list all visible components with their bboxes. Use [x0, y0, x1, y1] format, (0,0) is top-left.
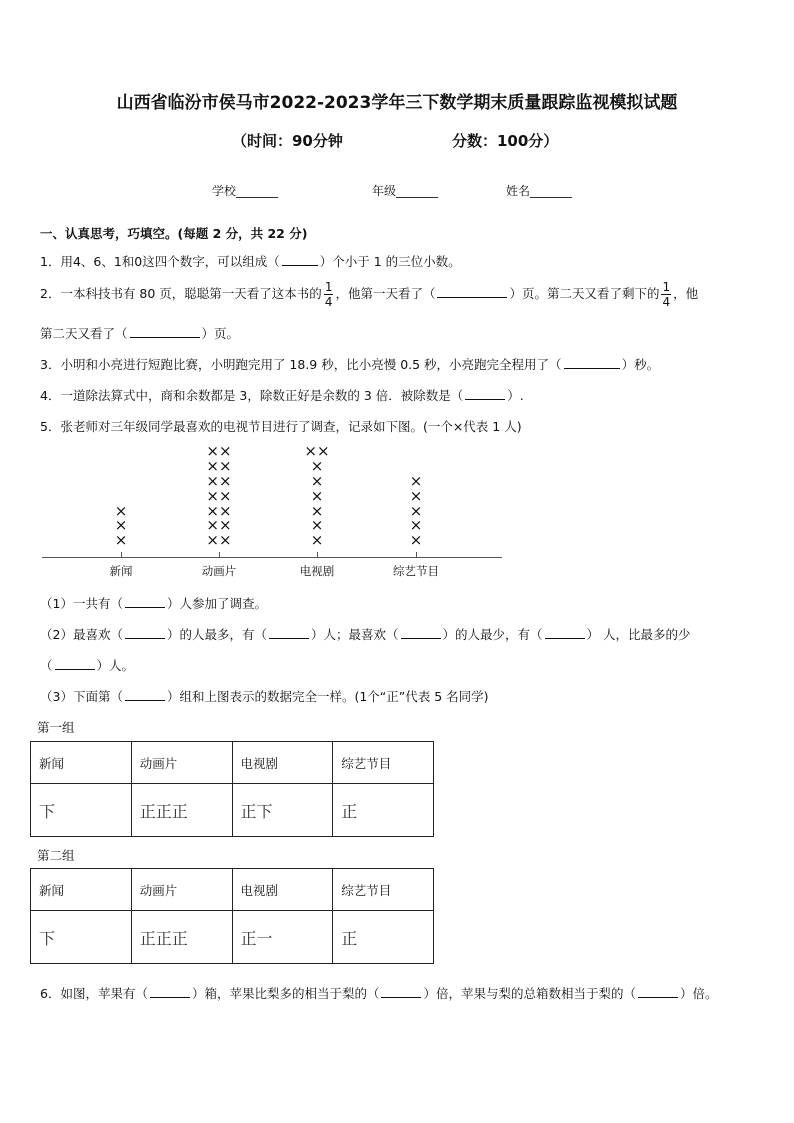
- tally-mark: ×: [310, 531, 324, 550]
- tally-mark: ×: [409, 486, 423, 505]
- table-header: 电视剧: [232, 742, 333, 784]
- tally-mark: ×: [310, 457, 324, 476]
- category-label: 电视剧: [299, 564, 335, 578]
- school-field[interactable]: 学校_______: [212, 184, 279, 198]
- answer-blank[interactable]: [381, 986, 421, 998]
- tally-mark: ×: [310, 472, 324, 490]
- tally-mark: ××: [206, 531, 232, 550]
- answer-blank[interactable]: [401, 627, 441, 639]
- group-1-label: 第一组: [37, 720, 75, 735]
- answer-blank[interactable]: [282, 254, 318, 266]
- question-6: 6．如图，苹果有（ ）箱，苹果比梨多的相当于梨的（ ）倍，苹果与梨的总箱数相当于梨的（ ）倍。: [40, 986, 718, 1001]
- table-header: 新闻: [31, 869, 132, 911]
- name-field[interactable]: 姓名_______: [506, 184, 573, 198]
- table-header: 综艺节目: [333, 869, 434, 911]
- category-label: 综艺节目: [393, 564, 439, 578]
- tally-mark: ××: [206, 442, 232, 461]
- tally-mark: ×: [409, 516, 423, 535]
- tally-mark: ×: [310, 501, 324, 520]
- answer-blank[interactable]: [130, 326, 200, 338]
- table-header: 新闻: [31, 742, 132, 784]
- fraction-one-quarter: $\frac{1}{4}$: [324, 280, 333, 309]
- tally-mark: ××: [206, 501, 232, 520]
- answer-blank[interactable]: [269, 627, 309, 639]
- tally-mark: ××: [206, 457, 232, 476]
- total-score: 分数：100分）: [452, 132, 559, 150]
- question-2-cont: 第二天又看了（ ）页。: [40, 326, 240, 341]
- answer-blank[interactable]: [125, 689, 165, 701]
- question-5-1: （1）一共有（ ）人参加了调查。: [40, 596, 267, 611]
- tally-mark: ××: [206, 486, 232, 505]
- tally-mark: ×: [310, 486, 324, 505]
- fraction-one-quarter: $\frac{1}{4}$: [662, 280, 671, 309]
- page-title: 山西省临汾市侯马市2022-2023学年三下数学期末质量跟踪监视模拟试题: [116, 93, 678, 113]
- table-header: 动画片: [131, 742, 232, 784]
- answer-blank[interactable]: [465, 388, 505, 400]
- question-5-3: （3）下面第（ ）组和上图表示的数据完全一样。(1个“正”代表 5 名同学): [40, 689, 489, 704]
- chart-axis: [42, 557, 502, 558]
- answer-blank[interactable]: [545, 627, 585, 639]
- tally-mark: ×: [114, 516, 128, 535]
- table-cell: 正正正: [131, 911, 232, 964]
- table-cell: 下: [31, 911, 132, 964]
- category-label: 新闻: [109, 564, 133, 578]
- question-2: 2．一本科技书有 80 页，聪聪第一天看了这本书的 $\frac{1}{4}$ ，他第一天看了（ ）页。第二天又看了剩下的 $\frac{1}{4}$ ，他: [40, 280, 699, 309]
- answer-blank[interactable]: [125, 627, 165, 639]
- table-cell: 下: [31, 784, 132, 837]
- table-header: 电视剧: [232, 869, 333, 911]
- question-5: 5．张老师对三年级同学最喜欢的电视节目进行了调查，记录如下图。(一个×代表 1 人): [40, 419, 522, 434]
- question-3: 3．小明和小亮进行短跑比赛，小明跑完用了 18.9 秒，比小亮慢 0.5 秒，小亮跑完全程用了（ ）秒。: [40, 357, 660, 372]
- tally-mark: ××: [206, 472, 232, 490]
- question-5-2: （2）最喜欢（ ）的人最多，有（ ）人；最喜欢（ ）的人最少，有（ ） 人，比最多的少: [40, 627, 691, 642]
- section-heading: 一、认真思考，巧填空。(每题 2 分，共 22 分): [40, 226, 308, 241]
- time-limit: （时间：90分钟: [232, 132, 343, 150]
- answer-blank[interactable]: [150, 986, 190, 998]
- tally-mark: ×: [310, 516, 324, 535]
- table-header: 动画片: [131, 869, 232, 911]
- question-1: 1．用4、6、1和0这四个数字，可以组成（ ）个小于 1 的三位小数。: [40, 254, 461, 269]
- question-5-2-cont: （ ）人。: [40, 658, 135, 673]
- table-cell: 正正正: [131, 784, 232, 837]
- answer-blank[interactable]: [638, 986, 678, 998]
- table-cell: 正: [333, 911, 434, 964]
- table-header: 综艺节目: [333, 742, 434, 784]
- tally-mark: ×: [409, 472, 423, 490]
- grade-field[interactable]: 年级_______: [372, 184, 439, 198]
- group-2-table: [30, 868, 434, 964]
- table-cell: 正: [333, 784, 434, 837]
- tally-mark: ×: [409, 501, 423, 520]
- tally-mark: ××: [206, 516, 232, 535]
- tally-mark: ×: [114, 531, 128, 550]
- answer-blank[interactable]: [564, 357, 620, 369]
- tally-mark: ×: [114, 501, 128, 520]
- tally-mark: ×: [409, 531, 423, 550]
- table-cell: 正下: [232, 784, 333, 837]
- tally-mark: ××: [304, 442, 330, 461]
- question-4: 4．一道除法算式中，商和余数都是 3，除数正好是余数的 3 倍．被除数是（ ）.: [40, 388, 524, 403]
- answer-blank[interactable]: [125, 596, 165, 608]
- answer-blank[interactable]: [55, 658, 95, 670]
- group-2-label: 第二组: [37, 848, 75, 863]
- category-label: 动画片: [201, 564, 237, 578]
- table-cell: 正一: [232, 911, 333, 964]
- group-1-table: [30, 741, 434, 837]
- answer-blank[interactable]: [437, 286, 507, 298]
